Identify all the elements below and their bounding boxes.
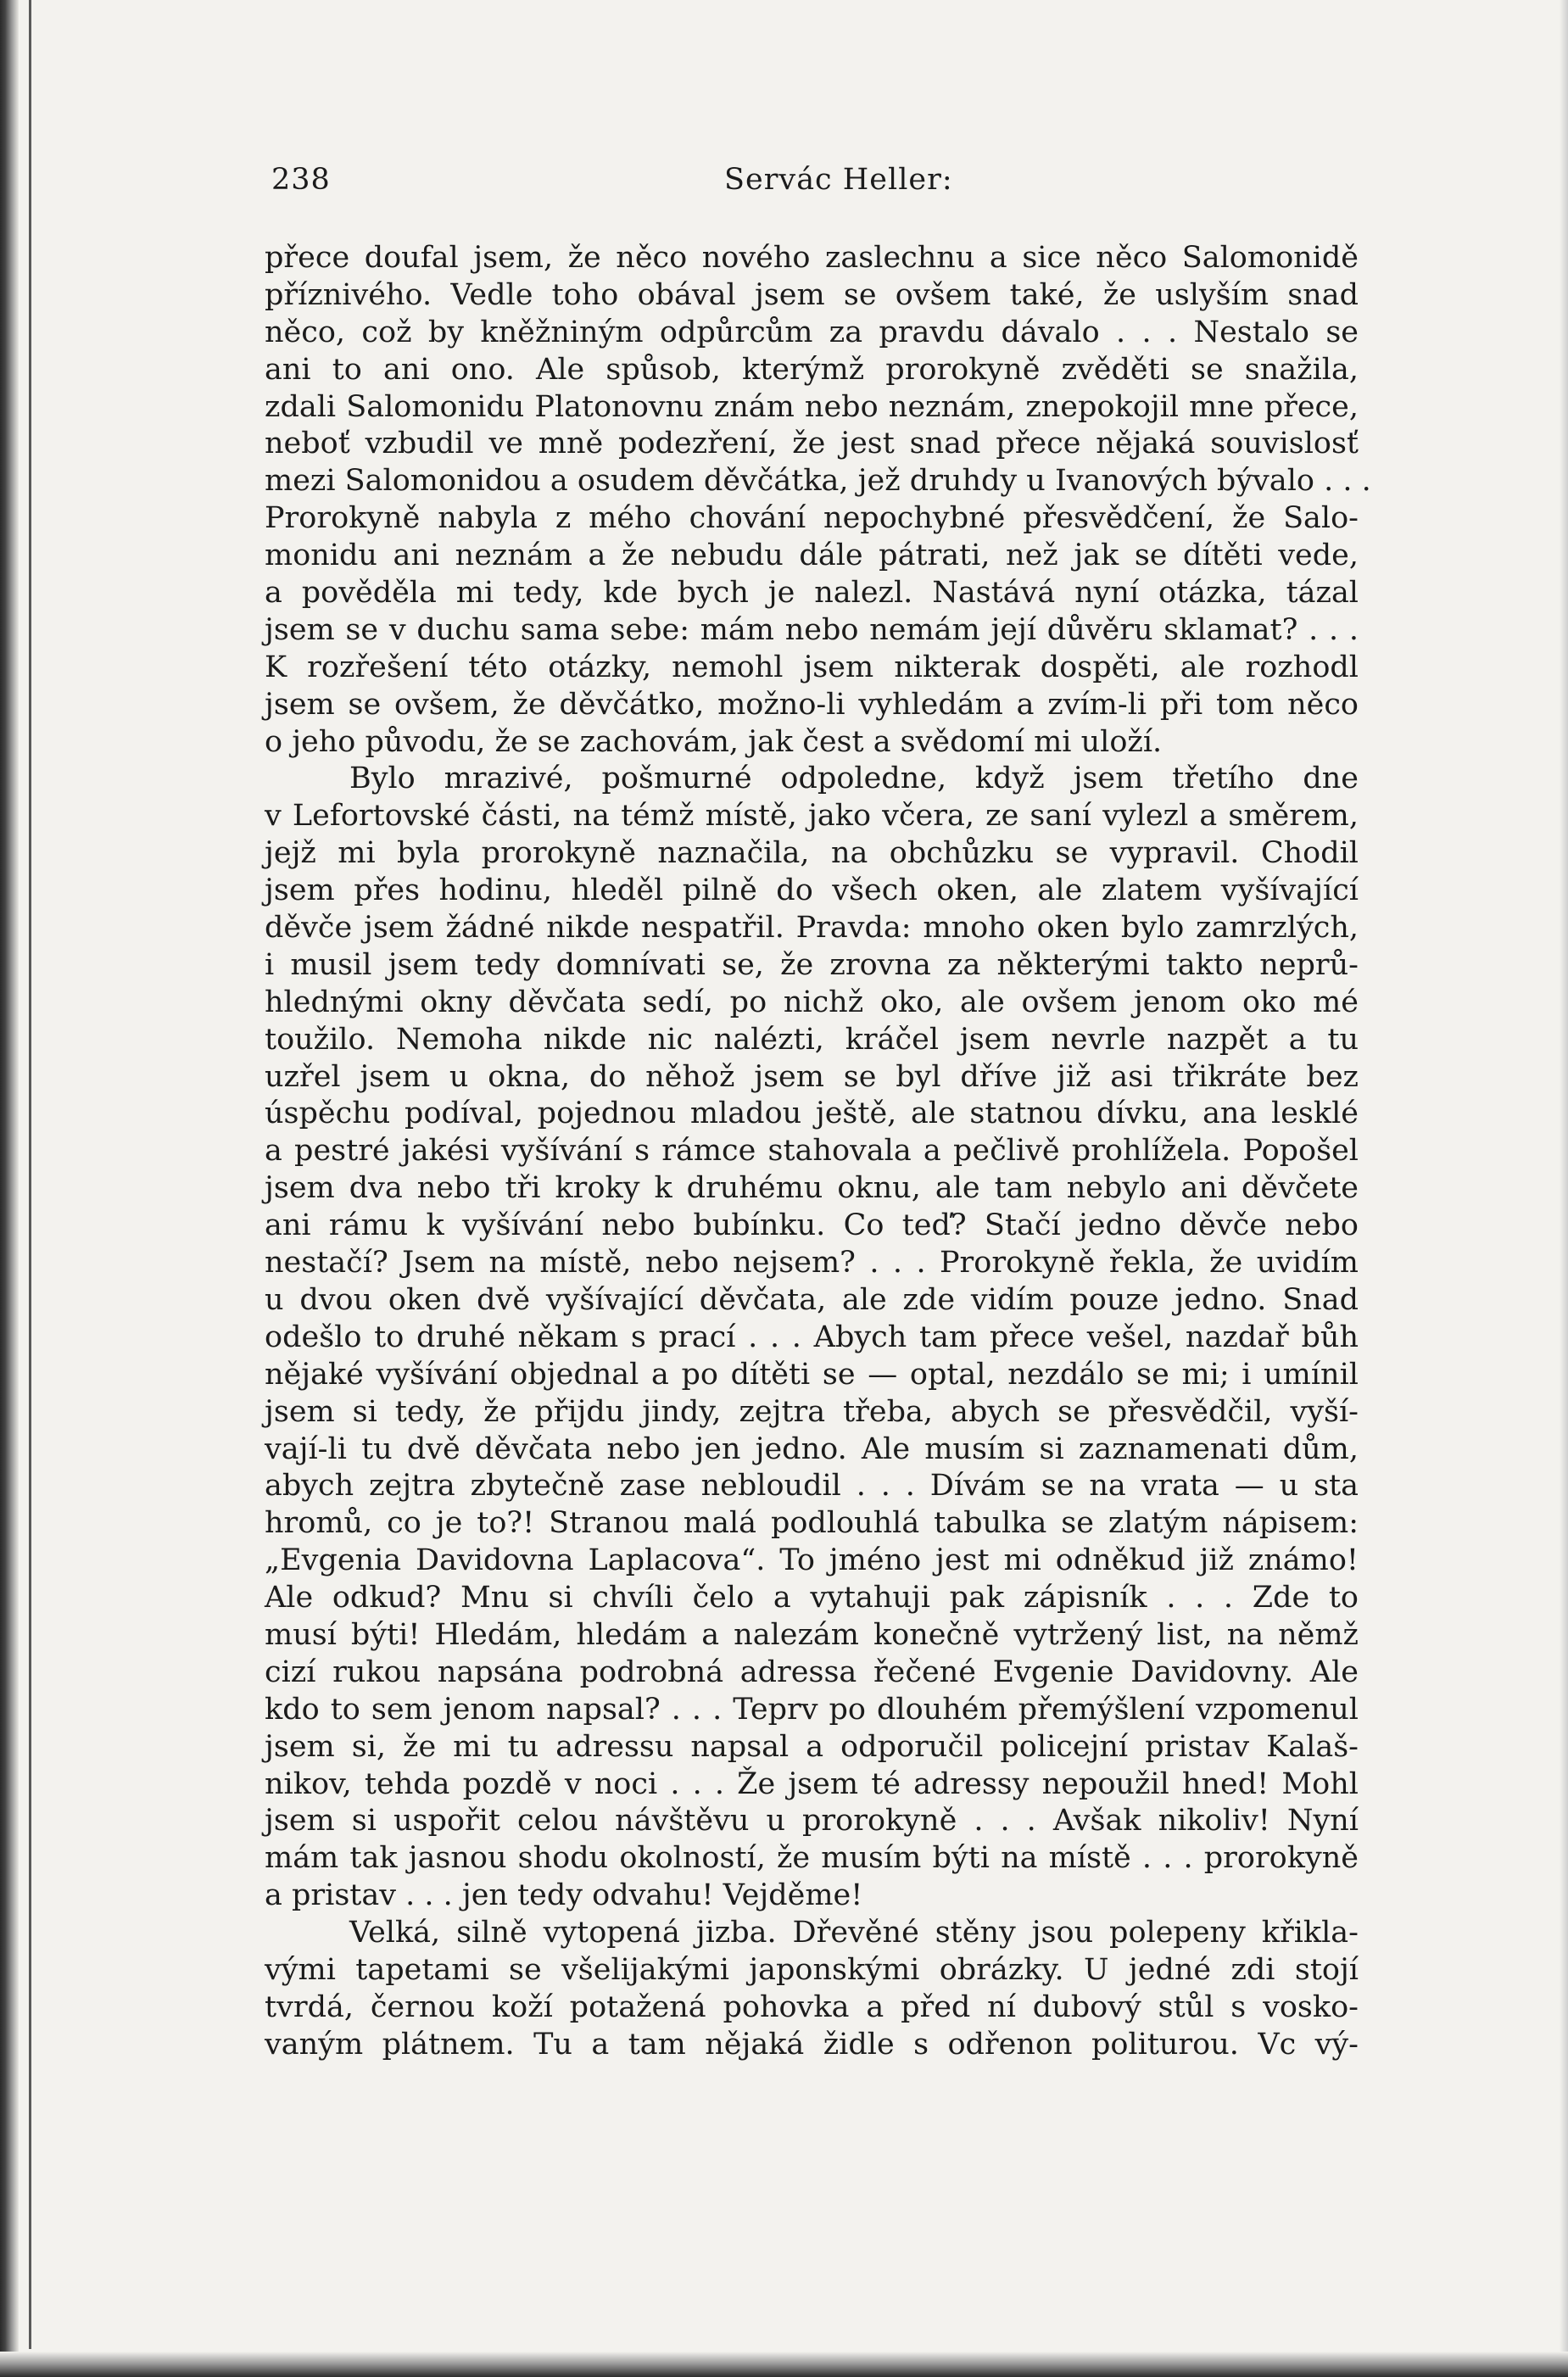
running-head: Servác Heller: <box>724 163 953 197</box>
text-line: tvrdá, černou koží potažená pohovka a před ní dubový stůl s vosko- <box>265 1989 1359 2024</box>
paragraph <box>265 1915 1359 2064</box>
text-line: Prorokyně nabyla z mého chování nepochybné přesvědčení, že Salo- <box>265 501 1359 536</box>
text-line: musí býti! Hledám, hledám a nalezám konečně vytržený list, na němž <box>265 1617 1359 1652</box>
text-line: monidu ani neznám a že nebudu dále pátrati, než jak se dítěti vede, <box>265 538 1359 573</box>
text-line: hlednými okny děvčata sedí, po nichž oko, ale ovšem jenom oko mé <box>265 985 1359 1019</box>
text-line: vaným plátnem. Tu a tam nějaká židle s odřenon politurou. Vc vý- <box>265 2027 1359 2062</box>
text-line: Bylo mrazivé, pošmurné odpoledne, když jsem třetího dne <box>349 762 1359 796</box>
text-line: ani rámu k vyšívání nebo bubínku. Co teď? Stačí jedno děvče nebo <box>265 1208 1359 1243</box>
binding-line <box>29 0 31 2349</box>
text-line: K rozřešení této otázky, nemohl jsem nikterak dospěti, ale rozhodl <box>265 650 1359 684</box>
text-line: v Lefortovské části, na témž místě, jako včera, ze saní vylezl a směrem, <box>265 799 1359 834</box>
text-line: příznivého. Vedle toho obával jsem se ovšem také, že uslyším snad <box>265 277 1359 312</box>
text-line: a pověděla mi tedy, kde bych je nalezl. Nastává nyní otázka, tázal <box>265 576 1359 611</box>
paragraph <box>265 761 1359 1915</box>
text-line: mám tak jasnou shodu okolností, že musím býti na místě . . . prorokyně <box>265 1841 1359 1876</box>
text-line: Velká, silně vytopená jizba. Dřevěné stěny jsou polepeny křikla- <box>349 1916 1359 1950</box>
scan-edge-bottom <box>0 2352 1568 2377</box>
text-line: hromů, co je to?! Stranou malá podlouhlá tabulka se zlatým nápisem: <box>265 1506 1359 1541</box>
text-line: o jeho původu, že se zachovám, jak čest a svědomí mi uloží. <box>265 724 1163 759</box>
text-line: nestačí? Jsem na místě, nebo nejsem? . . . Prorokyně řekla, že uvidím <box>265 1246 1359 1281</box>
text-line: uzřel jsem u okna, do něhož jsem se byl dříve již asi třikráte bez <box>265 1059 1359 1094</box>
scan-edge-left <box>0 0 19 2377</box>
text-line: i musil jsem tedy domnívati se, že zrovna za některými takto neprů- <box>265 947 1359 982</box>
page-number: 238 <box>271 163 331 197</box>
body-text <box>265 240 1371 2064</box>
text-line: nějaké vyšívání objednal a po dítěti se — optal, nezdálo se mi; i umínil <box>265 1357 1359 1392</box>
text-line: jsem si uspořit celou návštěvu u prorokyně . . . Avšak nikoliv! Nyní <box>265 1804 1359 1839</box>
text-line: neboť vzbudil ve mně podezření, že jest snad přece nějaká souvislosť <box>265 427 1359 461</box>
text-line: úspěchu podíval, pojednou mladou ještě, ale statnou dívku, ana lesklé <box>265 1096 1359 1131</box>
text-line: děvče jsem žádné nikde nespatřil. Pravda: mnoho oken bylo zamrzlých, <box>265 911 1359 946</box>
text-line: mezi Salomonidou a osudem děvčátka, jež druhdy u Ivanových bývalo . . . <box>265 464 1371 499</box>
text-line: jsem dva nebo tři kroky k druhému oknu, ale tam nebylo ani děvčete <box>265 1171 1359 1206</box>
text-line: přece doufal jsem, že něco nového zaslechnu a sice něco Salomonidě <box>265 241 1359 275</box>
text-line: jejž mi byla prorokyně naznačila, na obchůzku se vypravil. Chodil <box>265 836 1359 871</box>
text-line: toužilo. Nemoha nikde nic nalézti, kráčel jsem nevrle nazpět a tu <box>265 1022 1359 1057</box>
text-line: u dvou oken dvě vyšívající děvčata, ale zde vidím pouze jedno. Snad <box>265 1282 1359 1317</box>
text-line: zdali Salomonidu Platonovnu znám nebo neznám, znepokojil mne přece, <box>265 389 1359 424</box>
text-line: jsem se ovšem, že děvčátko, možno-li vyhledám a zvím-li při tom něco <box>265 687 1359 722</box>
text-line: a pristav . . . jen tedy odvahu! Vejděme! <box>265 1878 863 1913</box>
text-line: cizí rukou napsána podrobná adressa řečené Evgenie Davidovny. Ale <box>265 1654 1359 1689</box>
text-line: Ale odkud? Mnu si chvíli čelo a vytahuji pak zápisník . . . Zde to <box>265 1581 1359 1615</box>
text-line: jsem si tedy, že přijdu jindy, zejtra třeba, abych se přesvědčil, vyší- <box>265 1394 1359 1429</box>
text-line: a pestré jakési vyšívání s rámce stahovala a pečlivě prohlížela. Popošel <box>265 1134 1359 1169</box>
text-line: jsem se v duchu sama sebe: mám nebo nemám její důvěru sklamat? . . . <box>265 612 1359 647</box>
text-line: vými tapetami se všelijakými japonskými obrázky. U jedné zdi stojí <box>265 1952 1359 1987</box>
text-line: ani to ani ono. Ale spůsob, kterýmž prorokyně zvěděti se snažila, <box>265 352 1359 387</box>
scan-edge-right <box>1560 0 1568 2377</box>
text-line: „Evgenia Davidovna Laplacova“. To jméno jest mi odněkud již známo! <box>265 1543 1359 1578</box>
text-line: nikov, tehda pozdě v noci . . . Že jsem té adressy nepoužil hned! Mohl <box>265 1766 1359 1801</box>
paragraph <box>265 240 1371 761</box>
text-line: jsem si, že mi tu adressu napsal a odporučil policejní pristav Kalaš- <box>265 1729 1359 1764</box>
text-line: něco, což by kněžniným odpůrcům za pravdu dávalo . . . Nestalo se <box>265 315 1359 349</box>
text-line: kdo to sem jenom napsal? . . . Teprv po dlouhém přemýšlení vzpomenul <box>265 1692 1359 1727</box>
text-line: abych zejtra zbytečně zase nebloudil . . . Dívám se na vrata — u sta <box>265 1469 1359 1504</box>
page-header <box>263 163 1357 202</box>
text-line: vají-li tu dvě děvčata nebo jen jedno. Ale musím si zaznamenati dům, <box>265 1431 1359 1466</box>
text-line: jsem přes hodinu, hleděl pilně do všech oken, ale zlatem vyšívající <box>265 873 1359 908</box>
text-line: odešlo to druhé někam s prací . . . Abych tam přece vešel, nazdař bůh <box>265 1320 1359 1354</box>
